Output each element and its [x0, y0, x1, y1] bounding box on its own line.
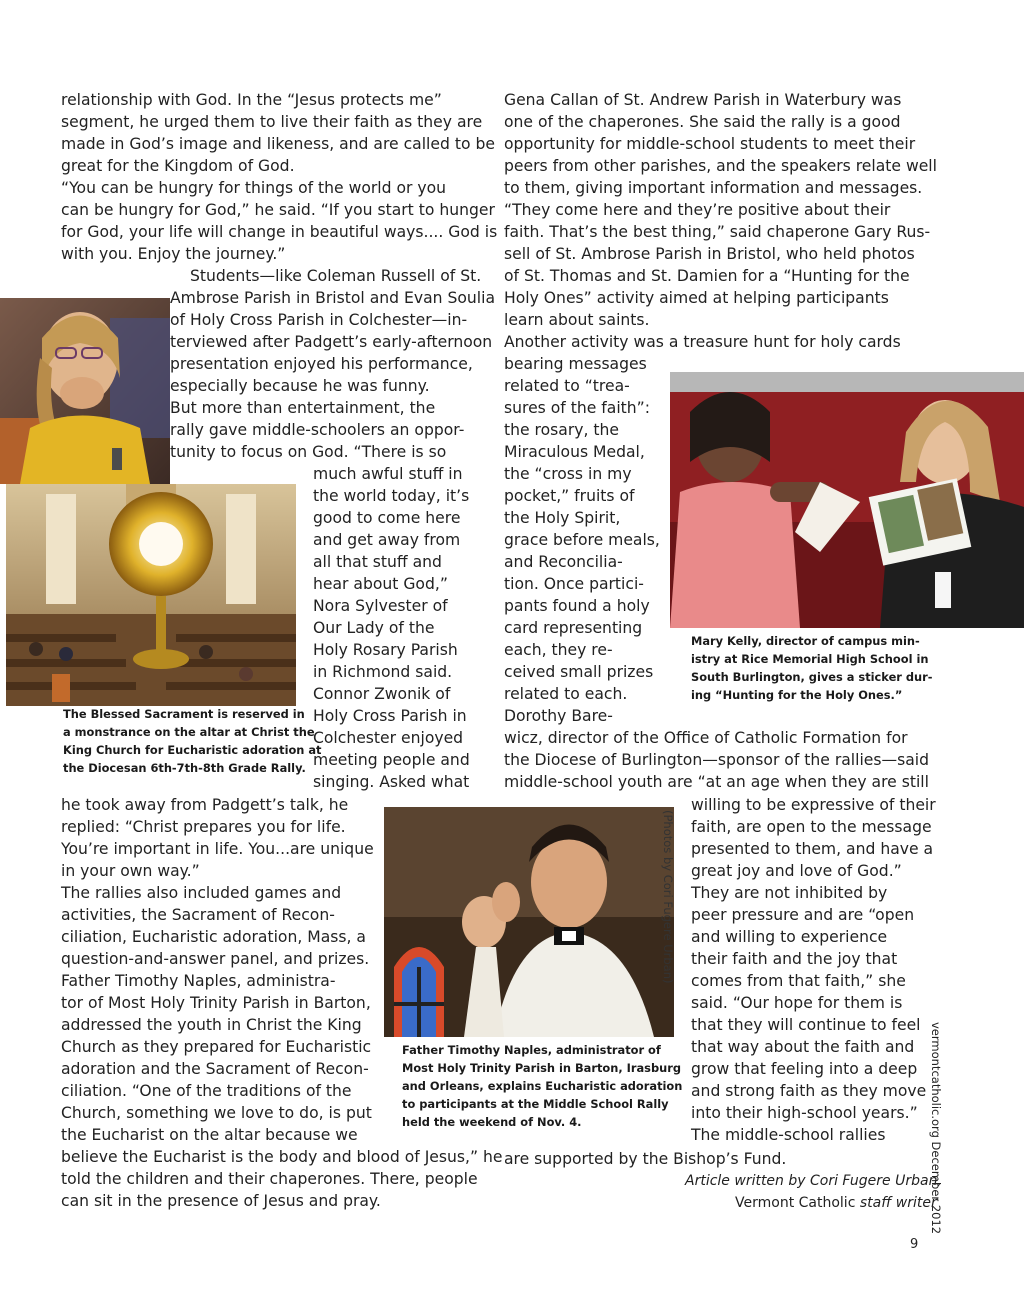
- photo-mary-kelly: [670, 372, 1024, 628]
- caption-kelly-line: South Burlington, gives a sticker dur-: [691, 670, 933, 684]
- caption-kelly-line: ing “Hunting for the Holy Ones.”: [691, 688, 903, 702]
- col1-line: especially because he was funny.: [170, 377, 430, 395]
- col2-line: The middle-school rallies: [691, 1126, 886, 1144]
- col2-line: Gena Callan of St. Andrew Parish in Waterbury was: [504, 91, 902, 109]
- col1-line: much awful stuff in: [313, 465, 463, 483]
- caption-naples-line: Most Holy Trinity Parish in Barton, Irasburg: [402, 1061, 681, 1075]
- col1-line: “You can be hungry for things of the world or you: [61, 179, 447, 197]
- col1-line: Father Timothy Naples, administra-: [61, 972, 336, 990]
- col1-line: activities, the Sacrament of Recon-: [61, 906, 335, 924]
- col2-line: bearing messages: [504, 355, 647, 373]
- col1-line: can sit in the presence of Jesus and pray.: [61, 1192, 381, 1210]
- col1-line: addressed the youth in Christ the King: [61, 1016, 362, 1034]
- col2-line: the “cross in my: [504, 465, 632, 483]
- col2-line: They are not inhibited by: [691, 884, 888, 902]
- col2-line: and willing to experience: [691, 928, 888, 946]
- col2-line: card representing: [504, 619, 643, 637]
- photo-father-naples: [384, 807, 674, 1037]
- col2-line: peer pressure and are “open: [691, 906, 915, 924]
- col1-line: the Eucharist on the altar because we: [61, 1126, 358, 1144]
- col2-line: peers from other parishes, and the speakers relate well: [504, 157, 937, 175]
- col1-line: Holy Rosary Parish: [313, 641, 458, 659]
- col1-line: for God, your life will change in beautiful ways.... God is: [61, 223, 498, 241]
- photo-monstrance: [6, 484, 296, 706]
- col1-line: he took away from Padgett’s talk, he: [61, 796, 349, 814]
- col1-line: Nora Sylvester of: [313, 597, 448, 615]
- col2-line: to them, giving important information and messages.: [504, 179, 923, 197]
- col2-line: Another activity was a treasure hunt for holy cards: [504, 333, 901, 351]
- col2-line: that they will continue to feel: [691, 1016, 921, 1034]
- col1-line: with you. Enjoy the journey.”: [61, 245, 286, 263]
- col1-line: Church, something we love to do, is put: [61, 1104, 372, 1122]
- col2-line: middle-school youth are “at an age when they are still: [504, 773, 929, 791]
- caption-kelly-line: istry at Rice Memorial High School in: [691, 652, 929, 666]
- caption-naples-line: and Orleans, explains Eucharistic adoration: [402, 1079, 683, 1093]
- col1-line: adoration and the Sacrament of Recon-: [61, 1060, 369, 1078]
- caption-monstrance-line: King Church for Eucharistic adoration at: [63, 743, 322, 757]
- col2-line: their faith and the joy that: [691, 950, 898, 968]
- col2-line: sures of the faith”:: [504, 399, 650, 417]
- byline-role: staff writer: [859, 1195, 937, 1211]
- col1-line: and get away from: [313, 531, 461, 549]
- caption-monstrance-line: The Blessed Sacrament is reserved in: [63, 707, 305, 721]
- photo-girl-praying: [0, 298, 170, 484]
- byline-publication: Vermont Catholic: [735, 1195, 860, 1211]
- col1-line: Our Lady of the: [313, 619, 435, 637]
- col2-line: faith. That’s the best thing,” said chaperone Gary Rus-: [504, 223, 931, 241]
- caption-monstrance-line: a monstrance on the altar at Christ the: [63, 725, 315, 739]
- col1-line: Ambrose Parish in Bristol and Evan Soulia: [170, 289, 496, 307]
- col2-line: said. “Our hope for them is: [691, 994, 903, 1012]
- col2-line: into their high-school years.”: [691, 1104, 918, 1122]
- col2-line: ceived small prizes: [504, 663, 654, 681]
- caption-naples-line: Father Timothy Naples, administrator of: [402, 1043, 661, 1057]
- col1-line: great for the Kingdom of God.: [61, 157, 295, 175]
- col2-line: Holy Ones” activity aimed at helping participants: [504, 289, 889, 307]
- col2-line: learn about saints.: [504, 311, 650, 329]
- col2-line: presented to them, and have a: [691, 840, 934, 858]
- col1-line: segment, he urged them to live their faith as they are: [61, 113, 483, 131]
- col1-line: good to come here: [313, 509, 461, 527]
- col1-line: can be hungry for God,” he said. “If you start to hunger: [61, 201, 495, 219]
- col2-line: related to “trea-: [504, 377, 630, 395]
- col1-line: in Richmond said.: [313, 663, 453, 681]
- col2-line: tion. Once partici-: [504, 575, 644, 593]
- col2-line: are supported by the Bishop’s Fund.: [504, 1150, 787, 1168]
- col2-line: faith, are open to the message: [691, 818, 932, 836]
- col2-line: of St. Thomas and St. Damien for a “Hunting for the: [504, 267, 910, 285]
- col2-line: grow that feeling into a deep: [691, 1060, 918, 1078]
- col2-line: wicz, director of the Office of Catholic Formation for: [504, 729, 908, 747]
- byline-line2: [735, 1195, 937, 1211]
- col1-line: tunity to focus on God. “There is so: [170, 443, 447, 461]
- col2-line: pants found a holy: [504, 597, 650, 615]
- col2-line: sell of St. Ambrose Parish in Bristol, who held photos: [504, 245, 915, 263]
- col2-line: opportunity for middle-school students to meet their: [504, 135, 916, 153]
- col1-line: in your own way.”: [61, 862, 200, 880]
- col2-line: each, they re-: [504, 641, 613, 659]
- col1-line: made in God’s image and likeness, and are called to be: [61, 135, 495, 153]
- col2-line: the Diocese of Burlington—sponsor of the rallies—said: [504, 751, 930, 769]
- col1-line: But more than entertainment, the: [170, 399, 436, 417]
- caption-naples-line: to participants at the Middle School Rally: [402, 1097, 669, 1111]
- photo-credit: (Photos by Cori Fugere Urban): [661, 810, 675, 984]
- col1-line: rally gave middle-schoolers an oppor-: [170, 421, 465, 439]
- col1-line: the world today, it’s: [313, 487, 470, 505]
- col1-line: You’re important in life. You...are unique: [61, 840, 374, 858]
- col1-line: hear about God,”: [313, 575, 448, 593]
- col1-line: presentation enjoyed his performance,: [170, 355, 473, 373]
- col1-line: meeting people and: [313, 751, 470, 769]
- col1-line: told the children and their chaperones. There, people: [61, 1170, 478, 1188]
- col1-line: Holy Cross Parish in: [313, 707, 467, 725]
- col1-line: The rallies also included games and: [61, 884, 342, 902]
- col2-line: pocket,” fruits of: [504, 487, 635, 505]
- caption-naples-line: held the weekend of Nov. 4.: [402, 1115, 582, 1129]
- caption-monstrance-line: the Diocesan 6th-7th-8th Grade Rally.: [63, 761, 306, 775]
- col2-line: willing to be expressive of their: [691, 796, 936, 814]
- col2-line: great joy and love of God.”: [691, 862, 902, 880]
- col2-line: and Reconcilia-: [504, 553, 623, 571]
- col2-line: grace before meals,: [504, 531, 660, 549]
- col1-line: relationship with God. In the “Jesus protects me”: [61, 91, 442, 109]
- col1-line: singing. Asked what: [313, 773, 470, 791]
- byline-line1: Article written by Cori Fugere Urban,: [685, 1173, 942, 1189]
- caption-kelly-line: Mary Kelly, director of campus min-: [691, 634, 920, 648]
- page-number: 9: [910, 1237, 919, 1252]
- col1-line: ciliation. “One of the traditions of the: [61, 1082, 352, 1100]
- col1-line: terviewed after Padgett’s early-afternoon: [170, 333, 493, 351]
- col1-line: believe the Eucharist is the body and blood of Jesus,” he: [61, 1148, 503, 1166]
- col2-line: that way about the faith and: [691, 1038, 915, 1056]
- col1-line: Connor Zwonik of: [313, 685, 451, 703]
- col1-line: question-and-answer panel, and prizes.: [61, 950, 370, 968]
- col2-line: related to each.: [504, 685, 628, 703]
- col1-line: Students—like Coleman Russell of St.: [190, 267, 482, 285]
- col1-line: Church as they prepared for Eucharistic: [61, 1038, 372, 1056]
- col1-line: of Holy Cross Parish in Colchester—in-: [170, 311, 468, 329]
- col1-line: replied: “Christ prepares you for life.: [61, 818, 346, 836]
- col2-line: comes from that faith,” she: [691, 972, 906, 990]
- col2-line: Miraculous Medal,: [504, 443, 645, 461]
- col2-line: “They come here and they’re positive about their: [504, 201, 891, 219]
- col2-line: Dorothy Bare-: [504, 707, 613, 725]
- col2-line: one of the chaperones. She said the rally is a good: [504, 113, 901, 131]
- col2-line: the rosary, the: [504, 421, 619, 439]
- col1-line: tor of Most Holy Trinity Parish in Barton,: [61, 994, 371, 1012]
- side-footer: vermontcatholic.org December 2012: [929, 1022, 943, 1235]
- col2-line: and strong faith as they move: [691, 1082, 927, 1100]
- col2-line: the Holy Spirit,: [504, 509, 621, 527]
- col1-line: all that stuff and: [313, 553, 442, 571]
- col1-line: ciliation, Eucharistic adoration, Mass, a: [61, 928, 366, 946]
- col1-line: Colchester enjoyed: [313, 729, 464, 747]
